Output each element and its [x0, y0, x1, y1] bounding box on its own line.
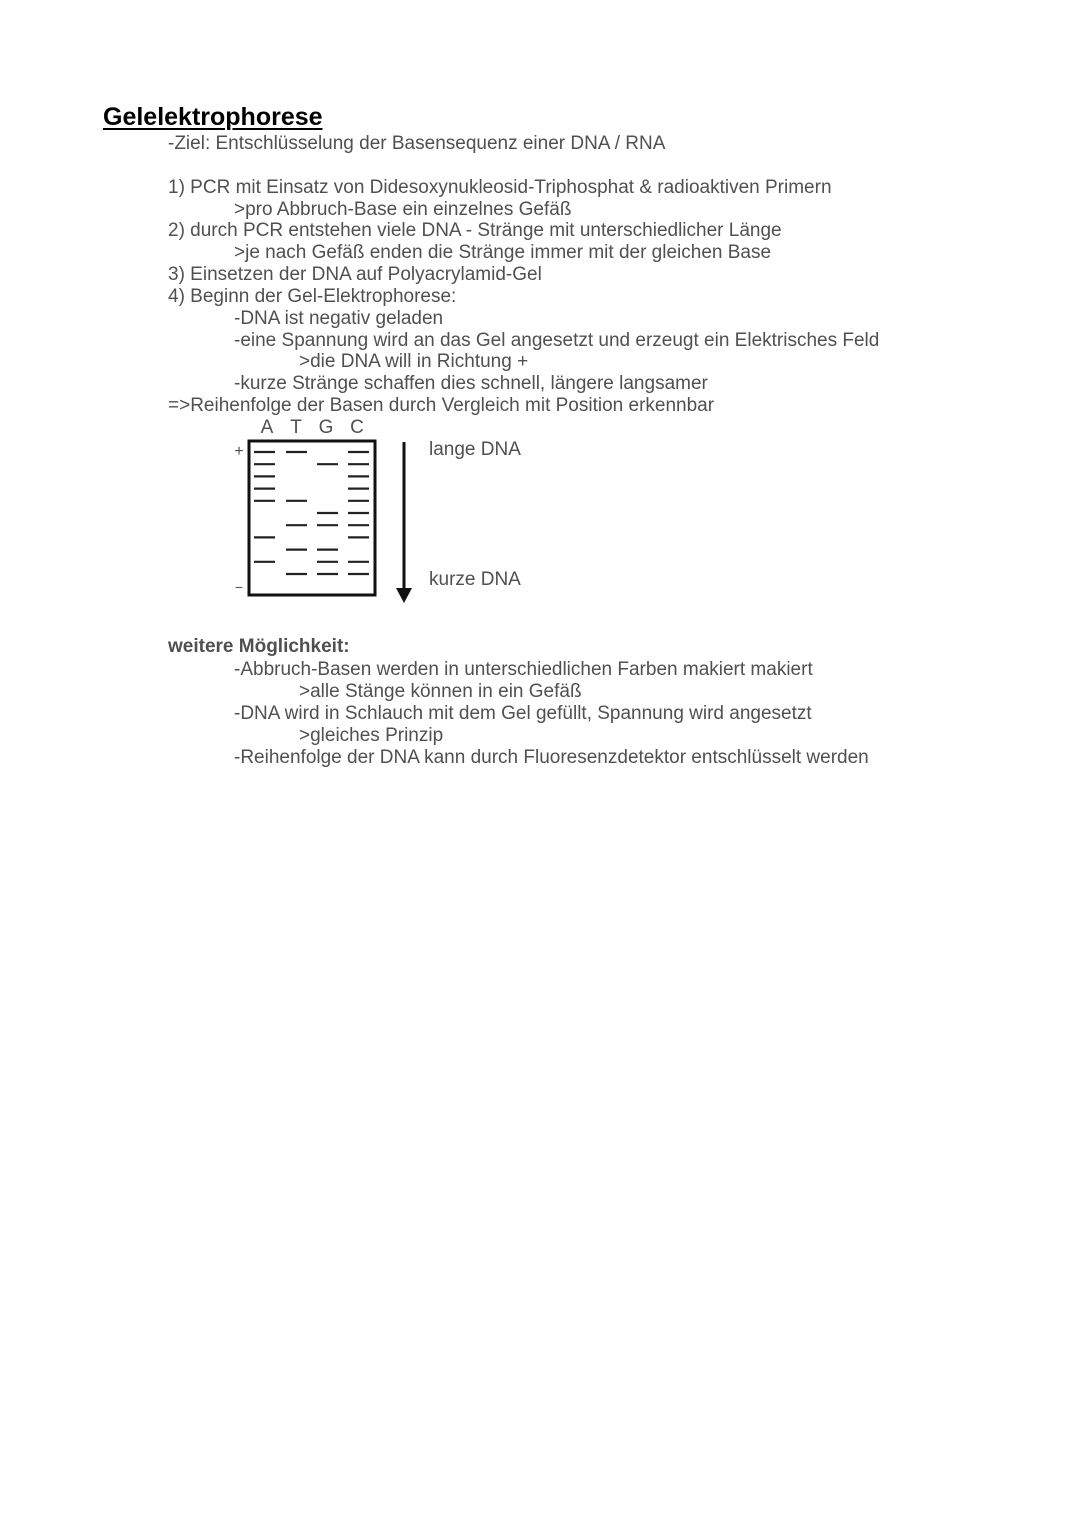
- lane-label-c: C: [350, 417, 364, 438]
- lane-label-g: G: [318, 417, 334, 438]
- page-title: Gelelektrophorese: [103, 103, 323, 131]
- step-1: 1) PCR mit Einsatz von Didesoxynukleosid-Triphosphat & radioaktiven Primern: [168, 177, 832, 198]
- further-heading: weitere Möglichkeit:: [168, 636, 350, 657]
- step-4-point-2: -eine Spannung wird an das Gel angesetzt und erzeugt ein Elektrisches Feld: [234, 330, 880, 351]
- step-4: 4) Beginn der Gel-Elektrophorese:: [168, 286, 457, 307]
- minus-pole-label: −: [234, 579, 244, 595]
- gel-diagram: [0, 0, 1080, 620]
- step-2-note: >je nach Gefäß enden die Stränge immer mit der gleichen Base: [234, 242, 772, 263]
- step-2: 2) durch PCR entstehen viele DNA - Stränge mit unterschiedlicher Länge: [168, 220, 782, 241]
- short-dna-label: kurze DNA: [429, 569, 521, 590]
- step-4-point-1: -DNA ist negativ geladen: [234, 308, 444, 329]
- lane-label-a: A: [260, 417, 274, 438]
- lane-label-t: T: [290, 417, 302, 438]
- gel-bands: [254, 452, 369, 574]
- further-point-2: -DNA wird in Schlauch mit dem Gel gefüllt, Spannung wird angesetzt: [234, 703, 812, 724]
- further-point-1-note: >alle Stänge können in ein Gefäß: [299, 681, 582, 702]
- further-point-3: -Reihenfolge der DNA kann durch Fluoresenzdetektor entschlüsselt werden: [234, 747, 869, 768]
- step-4-point-2-note: >die DNA will in Richtung +: [299, 351, 529, 372]
- step-1-note: >pro Abbruch-Base ein einzelnes Gefäß: [234, 199, 572, 220]
- conclusion: =>Reihenfolge der Basen durch Vergleich mit Position erkennbar: [168, 395, 715, 416]
- further-point-1: -Abbruch-Basen werden in unterschiedlichen Farben makiert makiert: [234, 659, 813, 680]
- migration-arrow-head: [396, 588, 412, 603]
- goal-text: -Ziel: Entschlüsselung der Basensequenz einer DNA / RNA: [168, 133, 666, 154]
- long-dna-label: lange DNA: [429, 439, 521, 460]
- further-point-2-note: >gleiches Prinzip: [299, 725, 444, 746]
- step-3: 3) Einsetzen der DNA auf Polyacrylamid-Gel: [168, 264, 542, 285]
- plus-pole-label: +: [234, 443, 244, 460]
- step-4-point-3: -kurze Stränge schaffen dies schnell, längere langsamer: [234, 373, 708, 394]
